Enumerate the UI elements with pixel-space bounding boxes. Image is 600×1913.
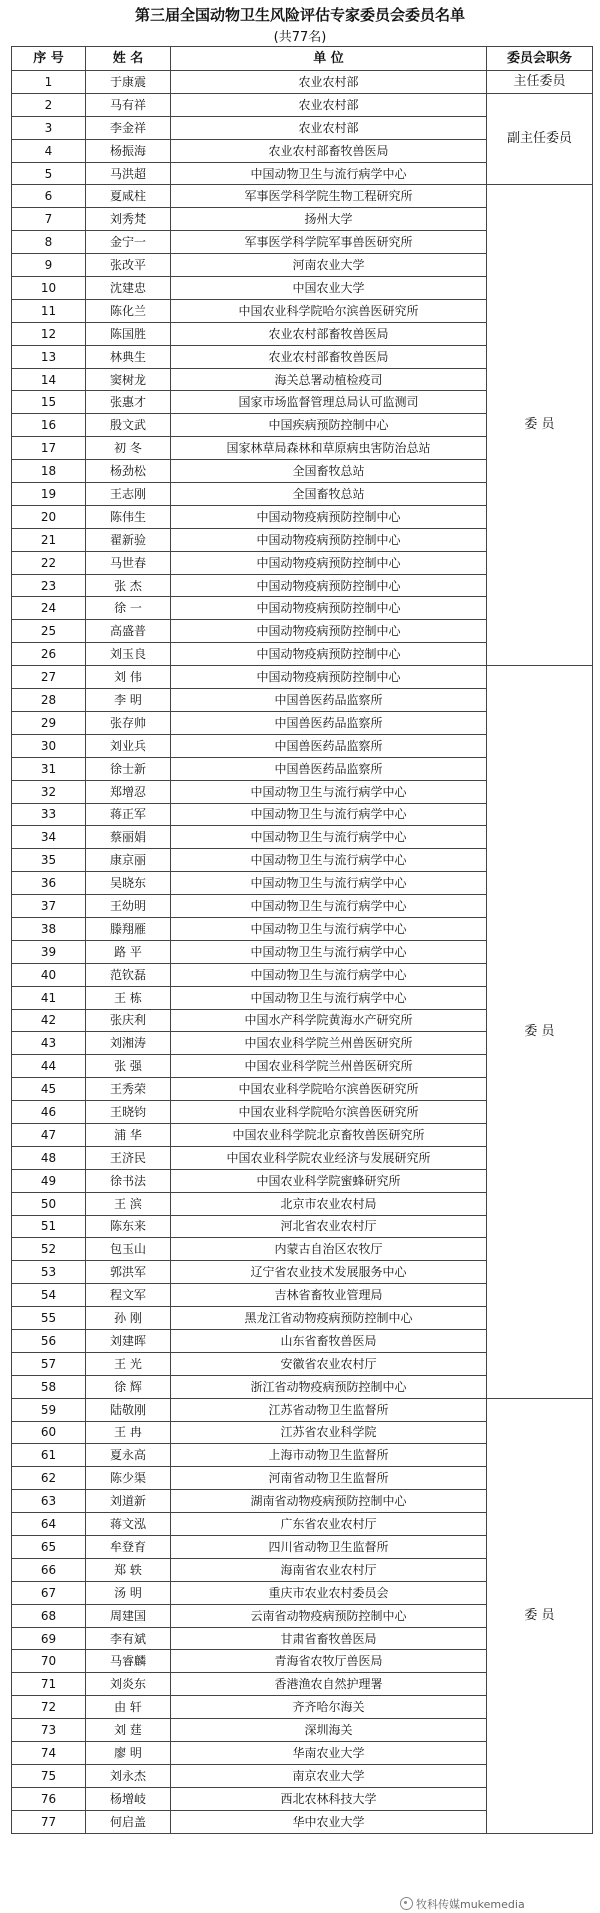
member-number: 20 <box>12 505 86 528</box>
member-organization: 齐齐哈尔海关 <box>171 1696 487 1719</box>
member-organization: 国家林草局森林和草原病虫害防治总站 <box>171 437 487 460</box>
member-organization: 江苏省动物卫生监督所 <box>171 1398 487 1421</box>
member-number: 58 <box>12 1375 86 1398</box>
member-name: 于康震 <box>86 71 171 94</box>
member-number: 41 <box>12 986 86 1009</box>
member-organization: 中国农业科学院兰州兽医研究所 <box>171 1032 487 1055</box>
member-organization: 农业农村部畜牧兽医局 <box>171 322 487 345</box>
member-name: 王 栋 <box>86 986 171 1009</box>
member-organization: 农业农村部畜牧兽医局 <box>171 345 487 368</box>
watermark-text: 牧科传媒mukemedia <box>416 1898 525 1911</box>
member-organization: 农业农村部 <box>171 93 487 116</box>
member-name: 李 明 <box>86 689 171 712</box>
member-name: 周建国 <box>86 1604 171 1627</box>
member-number: 6 <box>12 185 86 208</box>
member-name: 陆敬刚 <box>86 1398 171 1421</box>
member-number: 50 <box>12 1192 86 1215</box>
member-name: 王 冉 <box>86 1421 171 1444</box>
member-name: 由 轩 <box>86 1696 171 1719</box>
member-organization: 军事医学科学院生物工程研究所 <box>171 185 487 208</box>
member-organization: 江苏省农业科学院 <box>171 1421 487 1444</box>
member-organization: 中国动物卫生与流行病学中心 <box>171 986 487 1009</box>
member-name: 陈东来 <box>86 1215 171 1238</box>
member-number: 61 <box>12 1444 86 1467</box>
member-organization: 中国农业大学 <box>171 277 487 300</box>
member-number: 53 <box>12 1261 86 1284</box>
member-number: 56 <box>12 1329 86 1352</box>
member-name: 徐士新 <box>86 757 171 780</box>
member-name: 刘秀梵 <box>86 208 171 231</box>
member-organization: 扬州大学 <box>171 208 487 231</box>
member-organization: 香港渔农自然护理署 <box>171 1673 487 1696</box>
member-name: 陈伟生 <box>86 505 171 528</box>
member-number: 38 <box>12 917 86 940</box>
table-row <box>12 666 593 689</box>
member-organization: 甘肃省畜牧兽医局 <box>171 1627 487 1650</box>
member-organization: 湖南省动物疫病预防控制中心 <box>171 1490 487 1513</box>
member-name: 吴晓东 <box>86 872 171 895</box>
document-title: 第三届全国动物卫生风险评估专家委员会委员名单 <box>134 6 465 24</box>
member-name: 张 杰 <box>86 574 171 597</box>
member-number: 74 <box>12 1742 86 1765</box>
member-number: 63 <box>12 1490 86 1513</box>
table-row <box>12 71 593 94</box>
member-organization: 华中农业大学 <box>171 1810 487 1833</box>
member-number: 21 <box>12 528 86 551</box>
member-name: 刘 莛 <box>86 1719 171 1742</box>
member-number: 45 <box>12 1078 86 1101</box>
member-name: 刘道新 <box>86 1490 171 1513</box>
member-organization: 中国动物疫病预防控制中心 <box>171 620 487 643</box>
member-number: 18 <box>12 460 86 483</box>
member-name: 刘永杰 <box>86 1764 171 1787</box>
member-organization: 辽宁省农业技术发展服务中心 <box>171 1261 487 1284</box>
member-name: 杨劲松 <box>86 460 171 483</box>
member-number: 42 <box>12 1009 86 1032</box>
member-organization: 中国农业科学院哈尔滨兽医研究所 <box>171 299 487 322</box>
member-name: 程文军 <box>86 1284 171 1307</box>
member-name: 王志刚 <box>86 483 171 506</box>
member-organization: 中国动物卫生与流行病学中心 <box>171 872 487 895</box>
member-organization: 中国兽医药品监察所 <box>171 734 487 757</box>
member-name: 刘 伟 <box>86 666 171 689</box>
member-number: 39 <box>12 940 86 963</box>
member-name: 陈国胜 <box>86 322 171 345</box>
member-name: 郑 轶 <box>86 1558 171 1581</box>
member-number: 44 <box>12 1055 86 1078</box>
member-number: 49 <box>12 1169 86 1192</box>
member-number: 48 <box>12 1146 86 1169</box>
member-organization: 华南农业大学 <box>171 1742 487 1765</box>
member-number: 33 <box>12 803 86 826</box>
member-number: 57 <box>12 1352 86 1375</box>
member-number: 43 <box>12 1032 86 1055</box>
table-header-row <box>12 47 593 71</box>
member-number: 32 <box>12 780 86 803</box>
member-organization: 中国动物疫病预防控制中心 <box>171 505 487 528</box>
table-row <box>12 93 593 116</box>
member-number: 77 <box>12 1810 86 1833</box>
member-name: 翟新验 <box>86 528 171 551</box>
member-organization: 黑龙江省动物疫病预防控制中心 <box>171 1307 487 1330</box>
member-organization: 中国动物卫生与流行病学中心 <box>171 963 487 986</box>
member-name: 李金祥 <box>86 116 171 139</box>
member-organization: 云南省动物疫病预防控制中心 <box>171 1604 487 1627</box>
member-organization: 中国动物卫生与流行病学中心 <box>171 162 487 185</box>
member-number: 71 <box>12 1673 86 1696</box>
member-organization: 中国动物疫病预防控制中心 <box>171 643 487 666</box>
member-name: 沈建忠 <box>86 277 171 300</box>
member-organization: 中国农业科学院蜜蜂研究所 <box>171 1169 487 1192</box>
member-organization: 安徽省农业农村厅 <box>171 1352 487 1375</box>
member-number: 75 <box>12 1764 86 1787</box>
member-number: 12 <box>12 322 86 345</box>
member-number: 68 <box>12 1604 86 1627</box>
member-number: 62 <box>12 1467 86 1490</box>
member-number: 70 <box>12 1650 86 1673</box>
member-name: 王晓钧 <box>86 1101 171 1124</box>
member-number: 46 <box>12 1101 86 1124</box>
member-name: 路 平 <box>86 940 171 963</box>
member-organization: 重庆市农业农村委员会 <box>171 1581 487 1604</box>
member-name: 张 强 <box>86 1055 171 1078</box>
member-name: 杨增岐 <box>86 1787 171 1810</box>
member-name: 张改平 <box>86 254 171 277</box>
committee-role: 副主任委员 <box>487 93 593 185</box>
member-number: 73 <box>12 1719 86 1742</box>
member-name: 徐书法 <box>86 1169 171 1192</box>
member-organization: 中国兽医药品监察所 <box>171 757 487 780</box>
member-organization: 中国兽医药品监察所 <box>171 689 487 712</box>
member-organization: 中国兽医药品监察所 <box>171 711 487 734</box>
member-name: 窦树龙 <box>86 368 171 391</box>
member-number: 14 <box>12 368 86 391</box>
member-number: 29 <box>12 711 86 734</box>
member-organization: 西北农林科技大学 <box>171 1787 487 1810</box>
member-organization: 中国动物疫病预防控制中心 <box>171 574 487 597</box>
member-organization: 中国动物疫病预防控制中心 <box>171 528 487 551</box>
member-organization: 国家市场监督管理总局认可监测司 <box>171 391 487 414</box>
member-name: 马洪超 <box>86 162 171 185</box>
member-number: 51 <box>12 1215 86 1238</box>
member-name: 杨振海 <box>86 139 171 162</box>
member-organization: 内蒙古自治区农牧厅 <box>171 1238 487 1261</box>
member-name: 刘业兵 <box>86 734 171 757</box>
member-name: 徐 辉 <box>86 1375 171 1398</box>
member-name: 陈化兰 <box>86 299 171 322</box>
watermark <box>400 1896 525 1912</box>
member-number: 37 <box>12 895 86 918</box>
member-organization: 河北省农业农村厅 <box>171 1215 487 1238</box>
member-organization: 中国农业科学院哈尔滨兽医研究所 <box>171 1101 487 1124</box>
member-number: 60 <box>12 1421 86 1444</box>
header-committee-role: 委员会职务 <box>487 47 593 71</box>
member-organization: 河南省动物卫生监督所 <box>171 1467 487 1490</box>
member-number: 66 <box>12 1558 86 1581</box>
member-number: 15 <box>12 391 86 414</box>
member-organization: 河南农业大学 <box>171 254 487 277</box>
member-organization: 中国疾病预防控制中心 <box>171 414 487 437</box>
member-name: 初 冬 <box>86 437 171 460</box>
member-name: 蔡丽娟 <box>86 826 171 849</box>
member-number: 13 <box>12 345 86 368</box>
member-number: 7 <box>12 208 86 231</box>
member-number: 28 <box>12 689 86 712</box>
member-number: 47 <box>12 1123 86 1146</box>
member-organization: 全国畜牧总站 <box>171 483 487 506</box>
member-number: 8 <box>12 231 86 254</box>
member-name: 刘建晖 <box>86 1329 171 1352</box>
member-name: 马世春 <box>86 551 171 574</box>
member-number: 69 <box>12 1627 86 1650</box>
member-number: 76 <box>12 1787 86 1810</box>
member-number: 35 <box>12 849 86 872</box>
member-count: (共77名) <box>273 30 327 45</box>
member-organization: 北京市农业农村局 <box>171 1192 487 1215</box>
header-number: 序 号 <box>12 47 86 71</box>
member-name: 蒋正军 <box>86 803 171 826</box>
member-number: 64 <box>12 1513 86 1536</box>
header-organization: 单 位 <box>171 47 487 71</box>
member-name: 高盛普 <box>86 620 171 643</box>
member-organization: 上海市动物卫生监督所 <box>171 1444 487 1467</box>
committee-role: 主任委员 <box>487 71 593 94</box>
member-name: 张庆利 <box>86 1009 171 1032</box>
member-name: 郭洪军 <box>86 1261 171 1284</box>
member-name: 牟登育 <box>86 1536 171 1559</box>
member-number: 26 <box>12 643 86 666</box>
member-name: 刘炎东 <box>86 1673 171 1696</box>
member-name: 何启盖 <box>86 1810 171 1833</box>
member-number: 54 <box>12 1284 86 1307</box>
member-number: 17 <box>12 437 86 460</box>
member-number: 5 <box>12 162 86 185</box>
member-organization: 中国农业科学院北京畜牧兽医研究所 <box>171 1123 487 1146</box>
member-organization: 青海省农牧厅兽医局 <box>171 1650 487 1673</box>
member-name: 郑增忍 <box>86 780 171 803</box>
member-rows <box>12 71 593 1834</box>
member-organization: 四川省动物卫生监督所 <box>171 1536 487 1559</box>
member-number: 59 <box>12 1398 86 1421</box>
member-organization: 中国动物疫病预防控制中心 <box>171 597 487 620</box>
member-number: 24 <box>12 597 86 620</box>
member-name: 康京丽 <box>86 849 171 872</box>
member-organization: 中国动物卫生与流行病学中心 <box>171 780 487 803</box>
member-organization: 中国动物卫生与流行病学中心 <box>171 895 487 918</box>
member-organization: 中国农业科学院哈尔滨兽医研究所 <box>171 1078 487 1101</box>
member-name: 廖 明 <box>86 1742 171 1765</box>
member-name: 林典生 <box>86 345 171 368</box>
member-organization: 农业农村部 <box>171 116 487 139</box>
member-organization: 中国农业科学院兰州兽医研究所 <box>171 1055 487 1078</box>
member-number: 23 <box>12 574 86 597</box>
committee-role: 委 员 <box>487 666 593 1399</box>
member-organization: 农业农村部畜牧兽医局 <box>171 139 487 162</box>
member-number: 3 <box>12 116 86 139</box>
member-number: 9 <box>12 254 86 277</box>
member-organization: 中国动物卫生与流行病学中心 <box>171 803 487 826</box>
member-number: 30 <box>12 734 86 757</box>
member-name: 马睿麟 <box>86 1650 171 1673</box>
header-name: 姓 名 <box>86 47 171 71</box>
member-name: 蒋文泓 <box>86 1513 171 1536</box>
member-organization: 深圳海关 <box>171 1719 487 1742</box>
member-organization: 中国动物卫生与流行病学中心 <box>171 826 487 849</box>
member-name: 刘湘涛 <box>86 1032 171 1055</box>
member-name: 包玉山 <box>86 1238 171 1261</box>
member-name: 马有祥 <box>86 93 171 116</box>
member-name: 李有斌 <box>86 1627 171 1650</box>
member-number: 11 <box>12 299 86 322</box>
member-organization: 海南省农业农村厅 <box>171 1558 487 1581</box>
table-row <box>12 185 593 208</box>
member-number: 19 <box>12 483 86 506</box>
member-number: 10 <box>12 277 86 300</box>
member-organization: 吉林省畜牧业管理局 <box>171 1284 487 1307</box>
member-name: 滕翔雁 <box>86 917 171 940</box>
member-number: 67 <box>12 1581 86 1604</box>
member-name: 王秀荣 <box>86 1078 171 1101</box>
member-organization: 山东省畜牧兽医局 <box>171 1329 487 1352</box>
committee-role: 委 员 <box>487 1398 593 1833</box>
member-organization: 广东省农业农村厅 <box>171 1513 487 1536</box>
member-number: 25 <box>12 620 86 643</box>
member-organization: 全国畜牧总站 <box>171 460 487 483</box>
member-name: 王 光 <box>86 1352 171 1375</box>
member-number: 36 <box>12 872 86 895</box>
member-number: 31 <box>12 757 86 780</box>
committee-role: 委 员 <box>487 185 593 666</box>
member-organization: 中国动物疫病预防控制中心 <box>171 551 487 574</box>
member-name: 殷文武 <box>86 414 171 437</box>
member-name: 刘玉良 <box>86 643 171 666</box>
member-name: 王 滨 <box>86 1192 171 1215</box>
member-name: 张惠才 <box>86 391 171 414</box>
member-number: 2 <box>12 93 86 116</box>
member-number: 72 <box>12 1696 86 1719</box>
member-number: 27 <box>12 666 86 689</box>
member-organization: 南京农业大学 <box>171 1764 487 1787</box>
member-name: 陈少渠 <box>86 1467 171 1490</box>
member-name: 金宁一 <box>86 231 171 254</box>
member-number: 34 <box>12 826 86 849</box>
member-organization: 中国动物疫病预防控制中心 <box>171 666 487 689</box>
member-name: 夏咸柱 <box>86 185 171 208</box>
member-organization: 中国动物卫生与流行病学中心 <box>171 917 487 940</box>
member-table <box>11 46 593 1834</box>
member-organization: 中国动物卫生与流行病学中心 <box>171 940 487 963</box>
member-organization: 中国农业科学院农业经济与发展研究所 <box>171 1146 487 1169</box>
member-name: 王幼明 <box>86 895 171 918</box>
wechat-circle-icon <box>400 1897 413 1910</box>
table-row <box>12 1398 593 1421</box>
member-number: 65 <box>12 1536 86 1559</box>
member-organization: 军事医学科学院军事兽医研究所 <box>171 231 487 254</box>
member-organization: 中国动物卫生与流行病学中心 <box>171 849 487 872</box>
member-organization: 中国水产科学院黄海水产研究所 <box>171 1009 487 1032</box>
member-name: 汤 明 <box>86 1581 171 1604</box>
member-number: 52 <box>12 1238 86 1261</box>
member-number: 40 <box>12 963 86 986</box>
member-number: 22 <box>12 551 86 574</box>
member-number: 1 <box>12 71 86 94</box>
member-name: 浦 华 <box>86 1123 171 1146</box>
member-organization: 农业农村部 <box>171 71 487 94</box>
member-organization: 海关总署动植检疫司 <box>171 368 487 391</box>
member-number: 16 <box>12 414 86 437</box>
member-name: 徐 一 <box>86 597 171 620</box>
member-name: 张存帅 <box>86 711 171 734</box>
member-name: 王济民 <box>86 1146 171 1169</box>
member-number: 55 <box>12 1307 86 1330</box>
member-name: 孙 刚 <box>86 1307 171 1330</box>
member-organization: 浙江省动物疫病预防控制中心 <box>171 1375 487 1398</box>
member-name: 夏永高 <box>86 1444 171 1467</box>
member-number: 4 <box>12 139 86 162</box>
member-name: 范钦磊 <box>86 963 171 986</box>
